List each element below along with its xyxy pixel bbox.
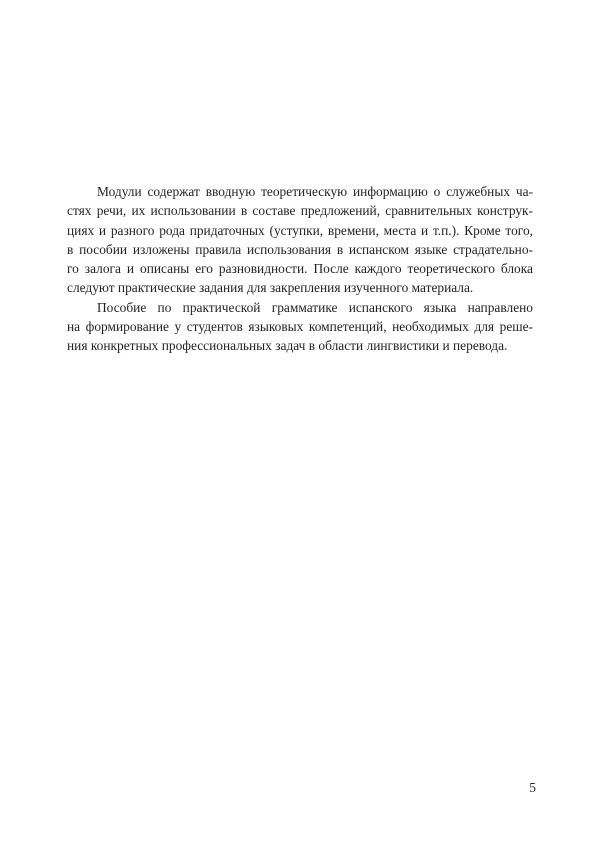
text-line: циях и разного рода придаточных (уступки, времени, места и т.п.). Кроме того, xyxy=(67,222,533,238)
text-line: го залога и описаны его разновидности. После каждого теоретического блока xyxy=(67,261,533,277)
paragraph-purpose xyxy=(67,298,533,356)
paragraph-modules xyxy=(67,182,533,298)
text-line: ния конкретных профессиональных задач в области лингвистики и перевода. xyxy=(67,338,508,354)
text-line: стях речи, их использовании в составе предложений, сравнительных конструк- xyxy=(67,203,533,219)
page-number: 5 xyxy=(529,780,536,795)
text-line: на формирование у студентов языковых компетенций, необходимых для реше- xyxy=(67,319,533,335)
body-text xyxy=(67,182,533,356)
text-line: в пособии изложены правила использования в испанском языке страдательно- xyxy=(67,241,533,257)
text-line: Модули содержат вводную теоретическую информацию о служебных ча- xyxy=(97,184,533,199)
text-line: следуют практические задания для закрепления изученного материала. xyxy=(67,280,474,296)
text-line: Пособие по практической грамматике испанского языка направлено xyxy=(97,299,533,315)
